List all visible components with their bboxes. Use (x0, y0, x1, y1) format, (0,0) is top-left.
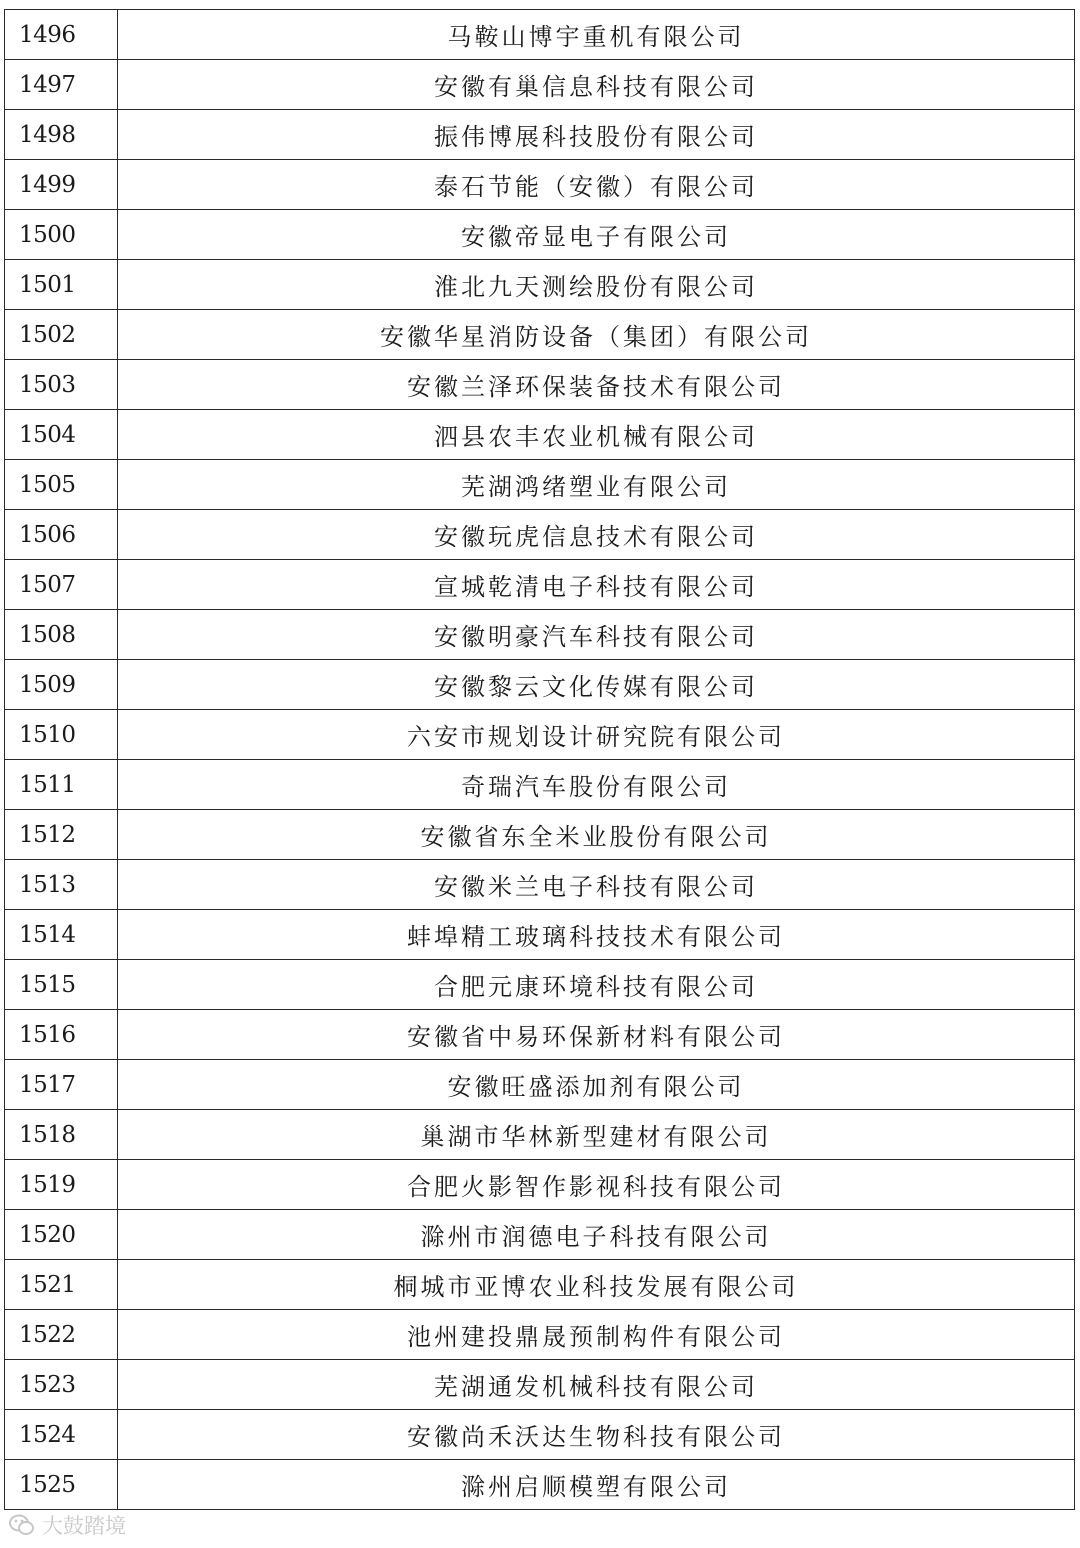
company-name: 安徽兰泽环保装备技术有限公司 (118, 360, 1075, 410)
company-name: 池州建投鼎晟预制构件有限公司 (118, 1310, 1075, 1360)
table-row (5, 1160, 1075, 1210)
company-name: 六安市规划设计研究院有限公司 (118, 710, 1075, 760)
company-name: 合肥元康环境科技有限公司 (118, 960, 1075, 1010)
company-name: 安徽米兰电子科技有限公司 (118, 860, 1075, 910)
company-list-table (4, 9, 1075, 1510)
company-name: 滁州市润德电子科技有限公司 (118, 1210, 1075, 1260)
row-number: 1515 (5, 960, 118, 1010)
company-name: 安徽华星消防设备（集团）有限公司 (118, 310, 1075, 360)
row-number: 1496 (5, 10, 118, 60)
company-name: 安徽帝显电子有限公司 (118, 210, 1075, 260)
row-number: 1516 (5, 1010, 118, 1060)
row-number: 1501 (5, 260, 118, 310)
table-row (5, 910, 1075, 960)
company-name: 芜湖通发机械科技有限公司 (118, 1360, 1075, 1410)
company-name: 滁州启顺模塑有限公司 (118, 1460, 1075, 1510)
company-name: 安徽省中易环保新材料有限公司 (118, 1010, 1075, 1060)
table-row (5, 310, 1075, 360)
table-row (5, 1060, 1075, 1110)
row-number: 1524 (5, 1410, 118, 1460)
row-number: 1514 (5, 910, 118, 960)
watermark (8, 1510, 126, 1540)
row-number: 1512 (5, 810, 118, 860)
row-number: 1502 (5, 310, 118, 360)
table-row (5, 260, 1075, 310)
row-number: 1518 (5, 1110, 118, 1160)
company-name: 泗县农丰农业机械有限公司 (118, 410, 1075, 460)
watermark-text: 大鼓踏境 (42, 1514, 126, 1538)
table-row (5, 960, 1075, 1010)
row-number: 1497 (5, 60, 118, 110)
table-row (5, 160, 1075, 210)
row-number: 1513 (5, 860, 118, 910)
table-row (5, 110, 1075, 160)
company-name: 淮北九天测绘股份有限公司 (118, 260, 1075, 310)
table-row (5, 510, 1075, 560)
row-number: 1503 (5, 360, 118, 410)
row-number: 1511 (5, 760, 118, 810)
table-row (5, 1460, 1075, 1510)
company-name: 安徽旺盛添加剂有限公司 (118, 1060, 1075, 1110)
row-number: 1521 (5, 1260, 118, 1310)
company-name: 奇瑞汽车股份有限公司 (118, 760, 1075, 810)
table-row (5, 1360, 1075, 1410)
table-row (5, 210, 1075, 260)
table-row (5, 1010, 1075, 1060)
row-number: 1499 (5, 160, 118, 210)
row-number: 1517 (5, 1060, 118, 1110)
company-name: 安徽尚禾沃达生物科技有限公司 (118, 1410, 1075, 1460)
row-number: 1506 (5, 510, 118, 560)
row-number: 1510 (5, 710, 118, 760)
table-row (5, 410, 1075, 460)
table-row (5, 860, 1075, 910)
table-body (5, 10, 1075, 1510)
company-name: 马鞍山博宇重机有限公司 (118, 10, 1075, 60)
company-name: 安徽玩虎信息技术有限公司 (118, 510, 1075, 560)
table-row (5, 1310, 1075, 1360)
row-number: 1508 (5, 610, 118, 660)
company-name: 合肥火影智作影视科技有限公司 (118, 1160, 1075, 1210)
table-row (5, 660, 1075, 710)
company-name: 安徽省东全米业股份有限公司 (118, 810, 1075, 860)
wechat-icon (8, 1511, 36, 1539)
table-row (5, 560, 1075, 610)
company-name: 宣城乾清电子科技有限公司 (118, 560, 1075, 610)
row-number: 1509 (5, 660, 118, 710)
company-name: 蚌埠精工玻璃科技技术有限公司 (118, 910, 1075, 960)
row-number: 1504 (5, 410, 118, 460)
table-row (5, 1210, 1075, 1260)
company-name: 芜湖鸿绪塑业有限公司 (118, 460, 1075, 510)
table-row (5, 60, 1075, 110)
row-number: 1507 (5, 560, 118, 610)
table-row (5, 610, 1075, 660)
row-number: 1523 (5, 1360, 118, 1410)
row-number: 1498 (5, 110, 118, 160)
row-number: 1519 (5, 1160, 118, 1210)
company-name: 安徽有巢信息科技有限公司 (118, 60, 1075, 110)
table-row (5, 810, 1075, 860)
row-number: 1500 (5, 210, 118, 260)
table-row (5, 10, 1075, 60)
table-row (5, 1110, 1075, 1160)
company-name: 安徽明豪汽车科技有限公司 (118, 610, 1075, 660)
table-row (5, 1260, 1075, 1310)
table-row (5, 360, 1075, 410)
company-name: 泰石节能（安徽）有限公司 (118, 160, 1075, 210)
company-name: 桐城市亚博农业科技发展有限公司 (118, 1260, 1075, 1310)
row-number: 1525 (5, 1460, 118, 1510)
table-row (5, 760, 1075, 810)
table-row (5, 710, 1075, 760)
row-number: 1522 (5, 1310, 118, 1360)
table-row (5, 1410, 1075, 1460)
company-name: 巢湖市华林新型建材有限公司 (118, 1110, 1075, 1160)
table-row (5, 460, 1075, 510)
row-number: 1520 (5, 1210, 118, 1260)
company-name: 安徽黎云文化传媒有限公司 (118, 660, 1075, 710)
row-number: 1505 (5, 460, 118, 510)
company-name: 振伟博展科技股份有限公司 (118, 110, 1075, 160)
